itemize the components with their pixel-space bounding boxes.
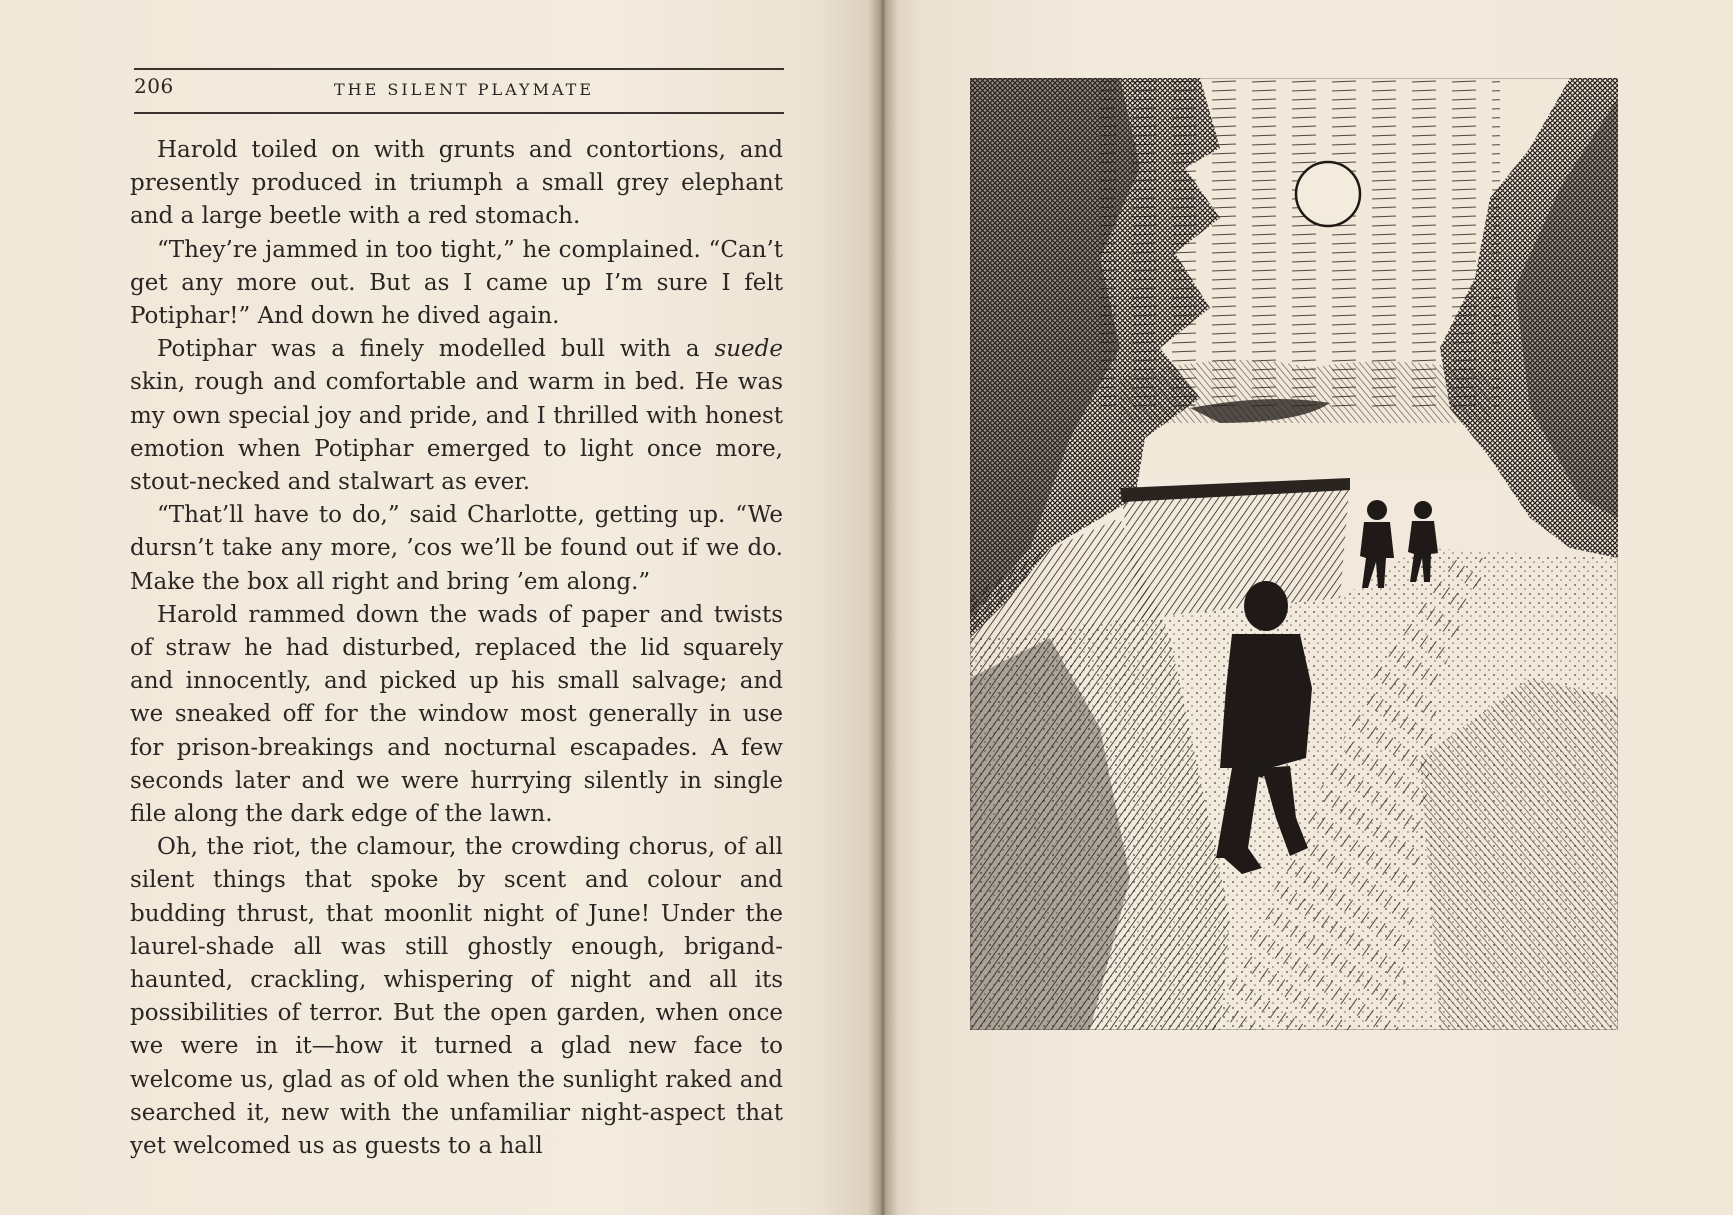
header-rule-top [134,68,784,70]
page-number: 206 [134,74,174,98]
paragraph: Oh, the riot, the clamour, the crowding chorus, of all silent things that spoke by scent and colour and budding thrust, that moonlit night of June! Under the laurel-shade all was still ghostly enough, brigand-haunted, crackling, whispering of night and all its possibilities of terror. But the open garden, when once we were in it—how it turned a glad new face to welcome us, glad as of old when the sunlight raked and searched it, new with the unfamiliar night-aspect that yet welcomed us as guests to a hall [130,834,783,1160]
paragraph: Potiphar was a finely modelled bull with a suede skin, rough and comfortable and warm in bed. He was my own special joy and pride, and I thrilled with honest emotion when Potiphar emerged to light once more, stout-necked and stalwart as ever. [130,336,783,496]
paragraph: Harold rammed down the wads of paper and twists of straw he had disturbed, replaced the lid squarely and innocently, and picked up his small salvage; and we sneaked off for the window most generally in use for prison-breakings and nocturnal escapades. A few seconds later and we were hurrying silently in single file along the dark edge of the lawn. [130,601,783,828]
header-rule-bottom [134,112,784,114]
paragraph: “They’re jammed in too tight,” he complained. “Can’t get any more out. But as I came up I’m sure I felt Potiphar!” And down he dived again. [130,236,783,330]
paragraph: Harold toiled on with grunts and contortions, and presently produced in triumph a small grey elephant and a large beetle with a red stomach. [130,137,783,230]
book-gutter [868,0,898,1215]
moonlit-path-illustration [970,78,1618,1030]
running-head: THE SILENT PLAYMATE [334,80,595,99]
body-text [130,134,783,1163]
paragraph: “That’ll have to do,” said Charlotte, getting up. “We dursn’t take any more, ’cos we’ll be found out if we do. Make the box all right and bring ’em along.” [130,502,783,595]
